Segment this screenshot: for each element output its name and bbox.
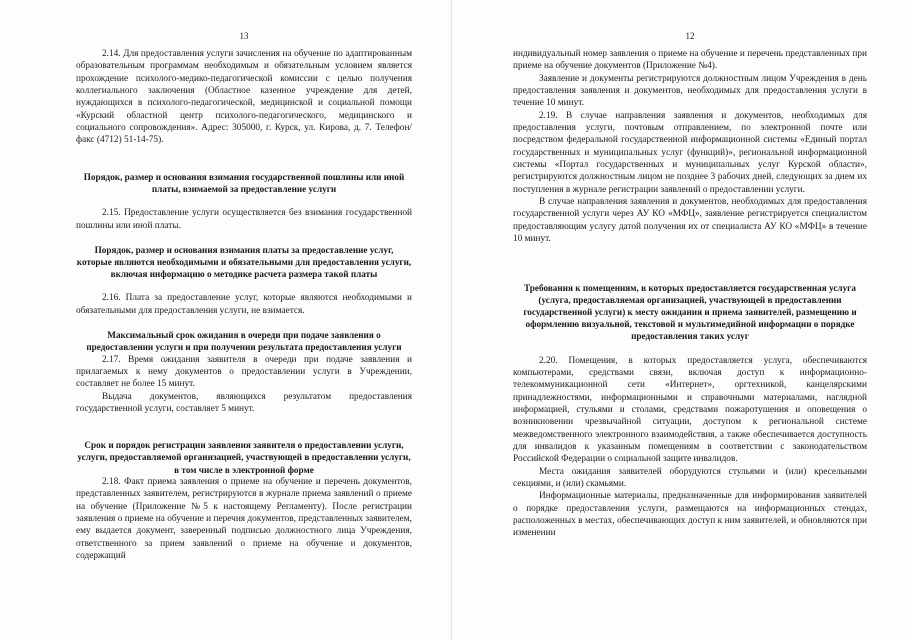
- left-page-number: 13: [239, 31, 249, 41]
- right-page: [455, 0, 905, 640]
- paragraph-2-19-mfc: В случае направления заявления и документов, необходимых для предоставления государственной услуги через АУ КО «МФЦ», заявление регистрируется специалистом предоставляющим услугу датой получения их от специалиста АУ КО «МФЦ» в течение 10 минут.: [513, 197, 867, 245]
- paragraph-2-14: 2.14. Для предоставления услуги зачисления на обучение по адаптированным образовательным программам необходимым и обязательным условием является прохождение психолого-медико-педагогической комиссии с целью получения коллегиального заключения (Областное казенное учреждение для детей, нуждающихся в психолого-педагогической, медицинской и социальной помощи «Курский областной центр психолого-педагогического, медицинского и социального сопровождения». Адрес: 305000, г. Курск, ул. Кирова, д. 7. Телефон/факс (4712) 51-14-75).: [76, 49, 412, 146]
- heading-state-fee: Порядок, размер и основания взимания государственной пошлины или иной платы, взимаемой за предоставление услуги: [83, 171, 405, 194]
- right-page-number: 12: [685, 31, 695, 41]
- heading-waiting-time: Максимальный срок ожидания в очереди при подаче заявления о предоставлении услуги и при получении результата предоставления услуги: [86, 330, 402, 353]
- paragraph-2-15: 2.15. Предоставление услуги осуществляется без взимания государственной пошлины или иной платы.: [76, 208, 412, 231]
- paragraph-2-20-waiting-places: Места ожидания заявителей оборудуются стульями и (или) кресельными секциями, и (или) скамьями.: [513, 466, 867, 489]
- paragraph-2-19: 2.19. В случае направления заявления и документов, необходимых для предоставления услуги, почтовым отправлением, по электронной почте или посредством федеральной государственной информационной системы «Единый портал государственных и муниципальных услуг (функций)», региональной информационной системы «Портал государственных и муниципальных услуг Курской области», регистрируются должностным лицом не позднее 3 рабочих дней, следующих за днем их поступления в журнале регистрации заявлений о предоставлении услуги.: [513, 110, 867, 195]
- paragraph-2-17-issue: Выдача документов, являющихся результатом предоставления государственной услуги, составляет 5 минут.: [76, 391, 412, 414]
- heading-required-services-fee: Порядок, размер и основания взимания платы за предоставление услуг, которые являются необходимыми и обязательными для предоставления услуги, включая информацию о методике расчета размера такой платы: [76, 244, 412, 280]
- paragraph-2-17: 2.17. Время ожидания заявителя в очереди при подаче заявления и прилагаемых к нему документов о предоставлении услуги в Учреждении, составляет не более 15 минут.: [76, 354, 412, 390]
- paragraph-2-20-info-materials: Информационные материалы, предназначенные для информирования заявителей о порядке предоставления услуги, размещаются на информационных стендах, расположенных в местах, обеспечивающих доступ к ним заявителей, и обновляются при изменении: [513, 491, 867, 539]
- heading-premises-requirements: Требования к помещениям, в которых предоставляется государственная услуга (услуга, предоставляемая организацией, участвующей в предоставлении государственной услуги) к месту ожидания и приема заявителей, размещению и оформлению визуальной, текстовой и мультимедийной информации о порядке предоставления таких услуг: [523, 282, 857, 342]
- paragraph-2-16: 2.16. Плата за предоставление услуг, которые являются необходимыми и обязательными для предоставления услуги, не взимается.: [76, 293, 412, 316]
- paragraph-continued: индивидуальный номер заявления о приеме на обучение и перечень представленных при приеме на обучение документов (Приложение №4).: [513, 49, 867, 72]
- paragraph-2-20: 2.20. Помещения, в которых предоставляется услуга, обеспечиваются компьютерами, средствами связи, включая доступ к информационно-телекоммуникационной сети «Интернет», оргтехникой, канцелярскими принадлежностями, информационными и справочными материалами, наглядной информацией, стульями и столами, средствами пожаротушения и оповещения о возникновении чрезвычайной ситуации, доступом к региональной системе межведомственного электронного взаимодействия, а также обеспечивается доступность для инвалидов к указанным помещениям в соответствии с законодательством Российской Федерации о социальной защите инвалидов.: [513, 355, 867, 465]
- left-page: [0, 0, 450, 640]
- paragraph-registration-time: Заявление и документы регистрируются должностным лицом Учреждения в день предоставления заявления и документов, необходимых для предоставления услуги в течение 10 минут.: [513, 73, 867, 109]
- heading-registration: Срок и порядок регистрации заявления заявителя о предоставлении услуги, услуги, предоставляемой организацией, участвующей в предоставлении услуги, в том числе в электронной форме: [77, 440, 411, 475]
- paragraph-2-18: 2.18. Факт приема заявления о приеме на обучение и перечень документов, представленных заявителем, регистрируются в журнале приема заявлений о приеме на обучение (Приложение №5 к настоящему Регламенту). После регистрации заявления о приеме на обучение и перечня документов, представленных заявителем, ему выдается документ, заверенный подписью должностного лица Учреждения, ответственного за прием заявлений о приеме на обучение и документов, содержащий: [76, 476, 412, 561]
- page-fold: [451, 0, 452, 640]
